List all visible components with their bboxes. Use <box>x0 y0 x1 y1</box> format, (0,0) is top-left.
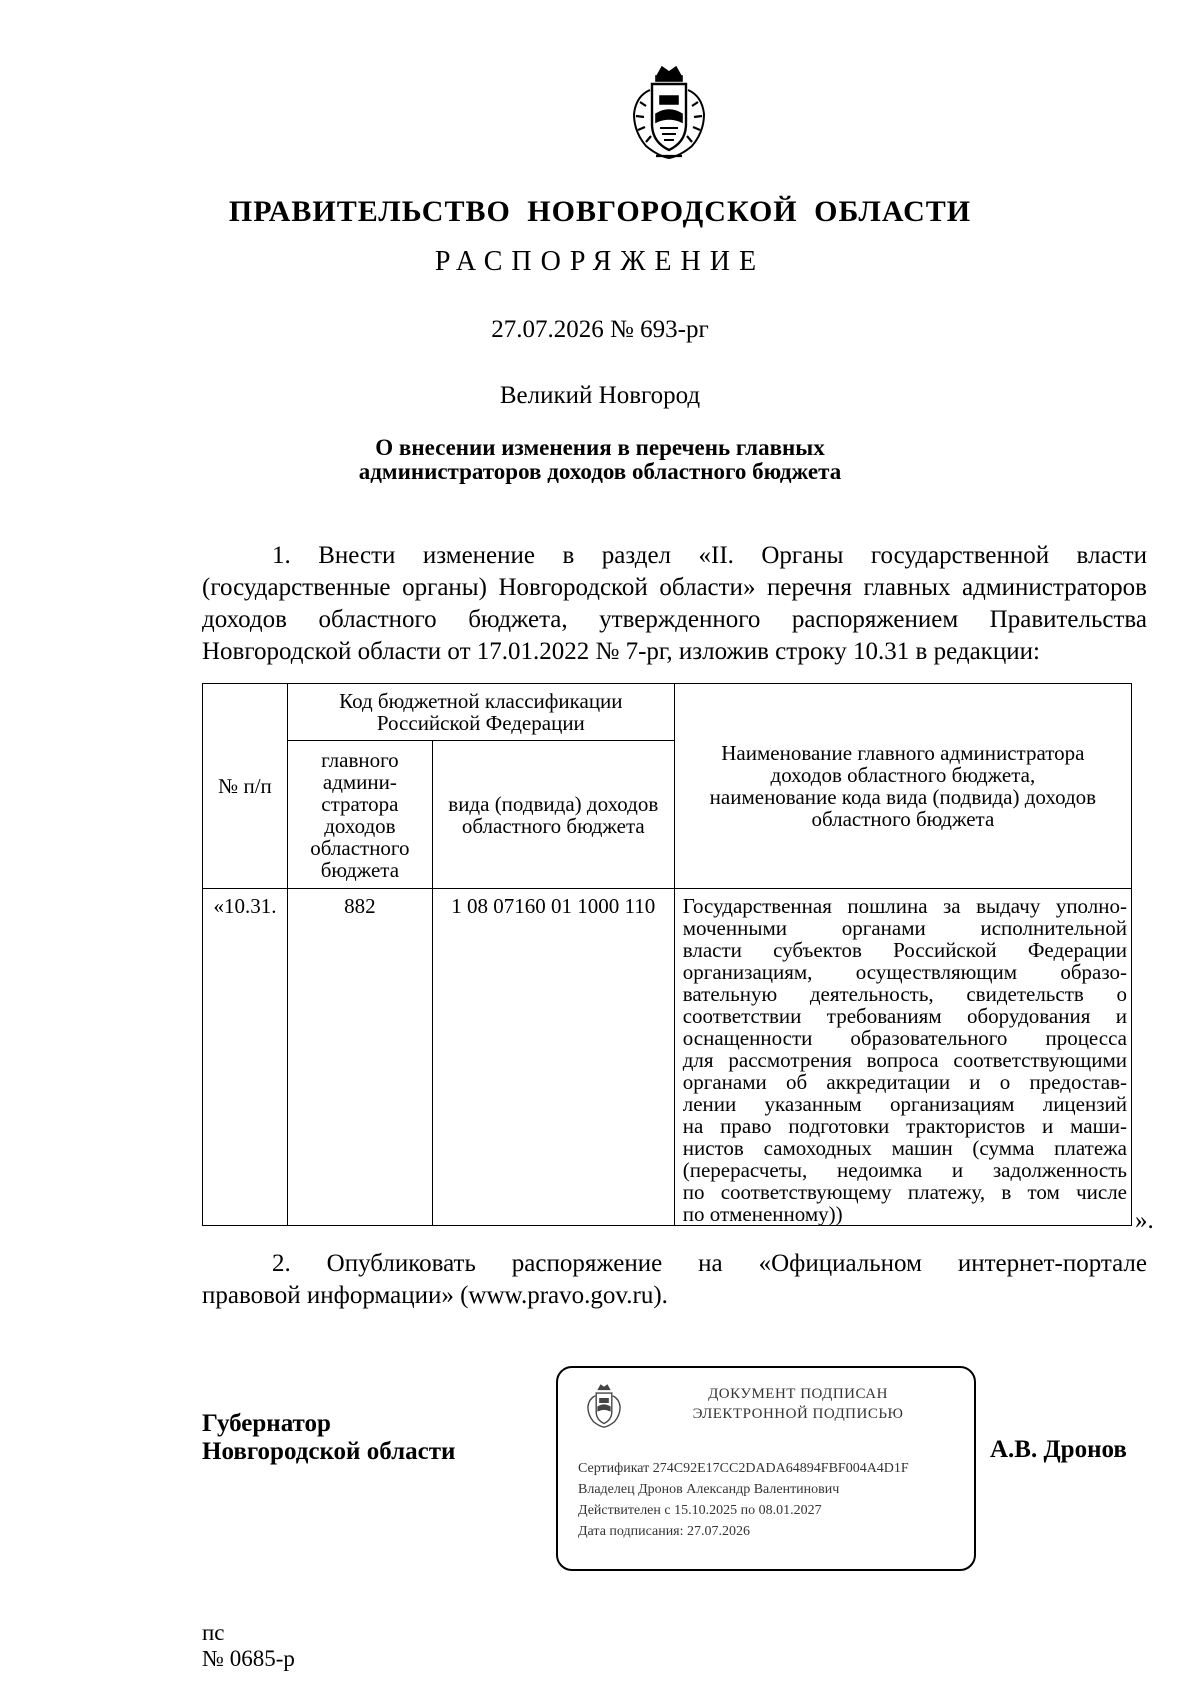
stamp-header-line: ДОКУМЕНТ ПОДПИСАН <box>708 1386 888 1402</box>
stamp-validity: Действителен с 15.10.2025 по 08.01.2027 <box>578 1503 822 1518</box>
footer-marks <box>202 1620 295 1672</box>
paragraph-line: 2. Опубликовать распоряжение на «Официальном интернет-портале <box>272 1250 1147 1277</box>
description-line: оснащенности образовательного процесса <box>682 1026 1127 1050</box>
signatory-title <box>202 1410 455 1466</box>
header-admin-code-line: доходов <box>324 813 396 838</box>
stamp-certificate: Сертификат 274C92E17CC2DADA64894FBF004A4D1F <box>578 1461 909 1476</box>
table-row <box>203 889 1132 1226</box>
row-admin-code: 882 <box>287 889 432 1226</box>
paragraph-line: (государственные органы) Новгородской области» перечня главных администраторов <box>202 574 1147 601</box>
paragraph-1 <box>202 540 1147 668</box>
coat-of-arms-icon <box>626 62 712 162</box>
stamp-header-line: ЭЛЕКТРОННОЙ ПОДПИСЬЮ <box>692 1406 904 1422</box>
document-type: РАСПОРЯЖЕНИЕ <box>434 246 766 277</box>
paragraph-line: доходов областного бюджета, утвержденного распоряжением Правительства <box>202 606 1147 633</box>
header-income-code: вида (подвида) доходов областного бюджета <box>432 741 674 889</box>
coat-of-arms-icon <box>584 1383 624 1429</box>
description-line: организациям, осуществляющим образо- <box>682 960 1127 984</box>
stamp-signed-date: Дата подписания: 27.07.2026 <box>578 1524 751 1539</box>
description-line: по отмененному)) <box>682 1202 843 1226</box>
description-line: лении указанным организациям лицензий <box>682 1092 1127 1116</box>
signatory-name: А.В. Дронов <box>990 1436 1127 1463</box>
paragraph-2 <box>202 1248 1147 1312</box>
description-line: соответствии требованиям оборудования и <box>682 1004 1127 1028</box>
document-city: Великий Новгород <box>499 382 701 409</box>
header-admin-code-line: стратора <box>321 791 399 816</box>
subject-line: администраторов доходов областного бюджета <box>358 459 842 484</box>
header-admin-code-line: главного <box>321 747 399 772</box>
description-line: для рассмотрения вопроса соответствующими <box>682 1048 1127 1072</box>
stamp-header <box>628 1384 968 1424</box>
government-title: ПРАВИТЕЛЬСТВО НОВГОРОДСКОЙ ОБЛАСТИ <box>228 195 972 228</box>
description-line: вательную деятельность, свидетельств о <box>682 982 1127 1006</box>
header-name: Наименование главного администратора доходов областного бюджета, наименование кода вида (подвида) доходов областного бюджета <box>674 684 1131 889</box>
header-admin-code-line: областного <box>310 835 410 860</box>
description-line: моченными органами исполнительной <box>682 916 1127 940</box>
header-code-group: Код бюджетной классификации Российской Федерации <box>287 684 674 741</box>
description-line: по соответствующему платежу, в том числе <box>682 1180 1127 1204</box>
electronic-signature-stamp <box>556 1366 976 1571</box>
row-num: «10.31. <box>203 889 288 1226</box>
description-line: Государственная пошлина за выдачу уполно- <box>682 894 1127 918</box>
header-admin-code-line: админи- <box>322 769 397 794</box>
row-description <box>674 889 1131 1226</box>
stamp-owner: Владелец Дронов Александр Валентинович <box>578 1482 840 1497</box>
paragraph-line: 1. Внести изменение в раздел «II. Органы государственной власти <box>272 542 1147 569</box>
description-line: (перерасчеты, недоимка и задолженность <box>682 1158 1127 1182</box>
footer-line: № 0685-р <box>202 1646 295 1671</box>
description-line: органами об аккредитации и о предостав- <box>682 1070 1127 1094</box>
subject-line: О внесении изменения в перечень главных <box>375 435 825 460</box>
description-line: власти субъектов Российской Федерации <box>682 938 1127 962</box>
footer-line: пс <box>202 1620 225 1645</box>
document-date-number: 27.07.2026 № 693-рг <box>491 316 709 343</box>
stamp-details <box>578 1458 909 1542</box>
header-num: № п/п <box>203 684 288 889</box>
document-subject <box>0 436 1200 484</box>
closing-quote: ». <box>1135 1207 1154 1234</box>
description-line: нистов самоходных машин (сумма платежа <box>682 1136 1127 1160</box>
signatory-title-line: Новгородской области <box>202 1438 456 1465</box>
paragraph-line: Новгородской области от 17.01.2022 № 7-рг, изложив строку 10.31 в редакции: <box>202 638 1040 665</box>
signatory-title-line: Губернатор <box>202 1410 331 1437</box>
paragraph-line: правовой информации» (www.pravo.gov.ru). <box>202 1282 668 1309</box>
revenue-administrators-table <box>202 683 1132 1226</box>
header-admin-code-line: бюджета <box>320 857 400 882</box>
description-line: на право подготовки трактористов и маши- <box>682 1114 1127 1138</box>
row-income-code: 1 08 07160 01 1000 110 <box>432 889 674 1226</box>
header-admin-code <box>287 741 432 889</box>
